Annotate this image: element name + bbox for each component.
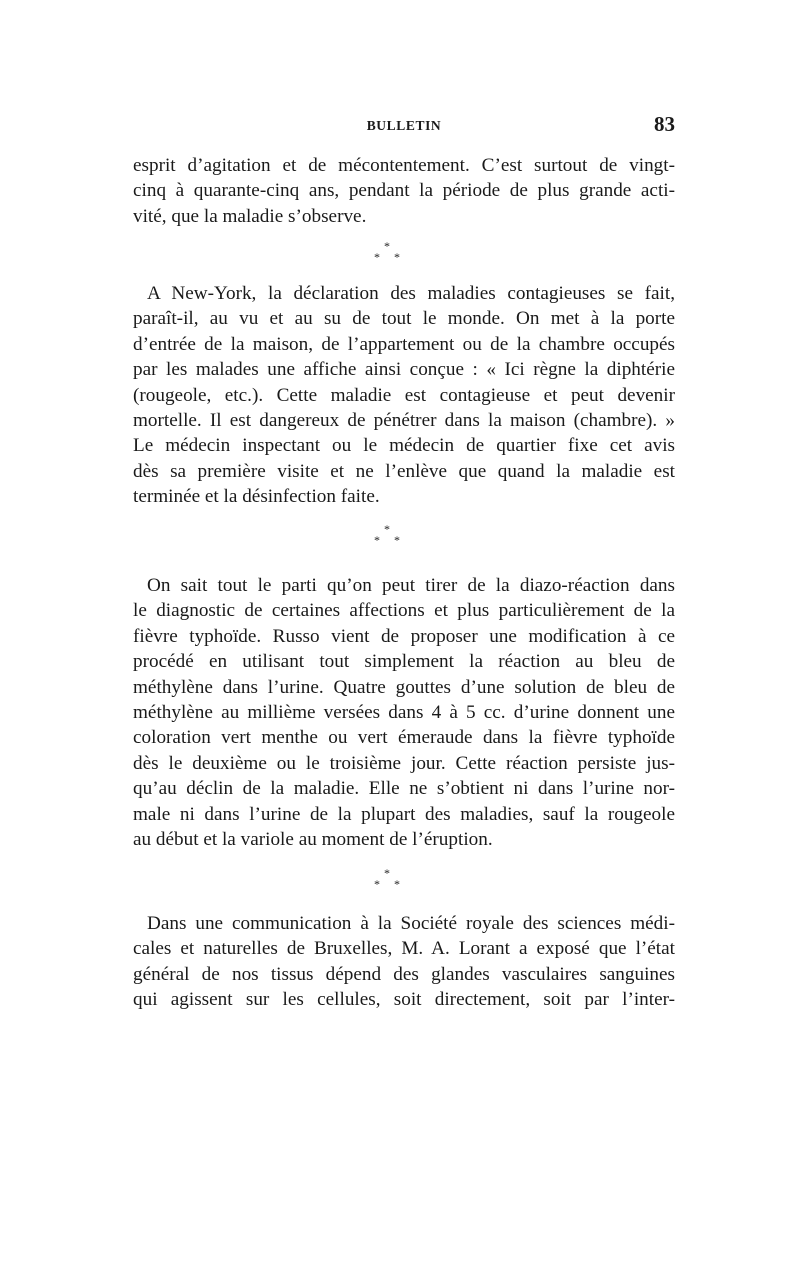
- text-line: d’entrée de la maison, de l’appartement ou de la chambre occupés: [133, 333, 675, 355]
- text-line: Le médecin inspectant ou le médecin de quartier fixe cet avis: [133, 435, 675, 457]
- text-line: mortelle. Il est dangereux de pénétrer dans la maison (chambre). »: [133, 409, 675, 431]
- text-line: général de nos tissus dépend des glandes vasculaires sanguines: [133, 963, 675, 985]
- text-line: fièvre typhoïde. Russo vient de proposer une modification à ce: [133, 625, 675, 647]
- asterism-separator: [370, 523, 410, 551]
- asterisk-glyph: *: [394, 877, 400, 891]
- text-line: méthylène dans l’urine. Quatre gouttes d’une solution de bleu de: [133, 676, 675, 698]
- text-line: Dans une communication à la Société royale des sciences médi-: [147, 913, 675, 934]
- paragraph-3: [133, 573, 675, 852]
- asterism-separator: [370, 240, 410, 268]
- asterisk-glyph: *: [374, 250, 380, 264]
- text-line: cales et naturelles de Bruxelles, M. A. Lorant a exposé que l’état: [133, 938, 675, 960]
- asterisk-glyph: *: [394, 250, 400, 264]
- text-line: par les malades une affiche ainsi conçue : « Ici règne la diphtérie: [133, 359, 675, 381]
- page-number: 83: [654, 112, 675, 136]
- text-line: qu’au déclin de la maladie. Elle ne s’obtient ni dans l’urine nor-: [133, 778, 675, 800]
- text-line: méthylène au millième versées dans 4 à 5 cc. d’urine donnent une: [133, 701, 675, 723]
- text-line: A New-York, la déclaration des maladies contagieuses se fait,: [147, 283, 675, 304]
- text-line: paraît-il, au vu et au su de tout le monde. On met à la porte: [133, 308, 675, 330]
- asterisk-glyph: *: [384, 522, 390, 536]
- paragraph-1: [133, 153, 675, 229]
- asterisk-glyph: *: [374, 877, 380, 891]
- text-line: au début et la variole au moment de l’éruption.: [133, 828, 493, 850]
- text-line: dès sa première visite et ne l’enlève que quand la maladie est: [133, 460, 675, 482]
- paragraph-4: [133, 911, 675, 1013]
- text-line: dès le deuxième ou le troisième jour. Cette réaction persiste jus-: [133, 752, 675, 774]
- text-line: coloration vert menthe ou vert émeraude dans la fièvre typhoïde: [133, 727, 675, 749]
- running-head: [133, 112, 675, 142]
- running-title: BULLETIN: [366, 118, 442, 133]
- text-line: le diagnostic de certaines affections et plus particulièrement de la: [133, 600, 675, 622]
- paragraph-2: [133, 281, 675, 510]
- text-line: terminée et la désinfection faite.: [133, 486, 380, 508]
- text-line: (rougeole, etc.). Cette maladie est contagieuse et peut devenir: [133, 384, 675, 406]
- text-line: esprit d’agitation et de mécontentement. C’est surtout de vingt-: [133, 155, 675, 176]
- text-line: male ni dans l’urine de la plupart des maladies, sauf la rougeole: [133, 803, 675, 825]
- text-line: cinq à quarante-cinq ans, pendant la période de plus grande acti-: [133, 180, 675, 202]
- text-line: On sait tout le parti qu’on peut tirer de la diazo-réaction dans: [147, 575, 675, 596]
- asterism-separator: [370, 867, 410, 895]
- asterisk-glyph: *: [394, 533, 400, 547]
- asterisk-glyph: *: [374, 533, 380, 547]
- asterisk-glyph: *: [384, 866, 390, 880]
- text-line: qui agissent sur les cellules, soit directement, soit par l’inter-: [133, 989, 675, 1011]
- asterisk-glyph: *: [384, 239, 390, 253]
- text-line: procédé en utilisant tout simplement la réaction au bleu de: [133, 651, 675, 673]
- text-line: vité, que la maladie s’observe.: [133, 205, 367, 227]
